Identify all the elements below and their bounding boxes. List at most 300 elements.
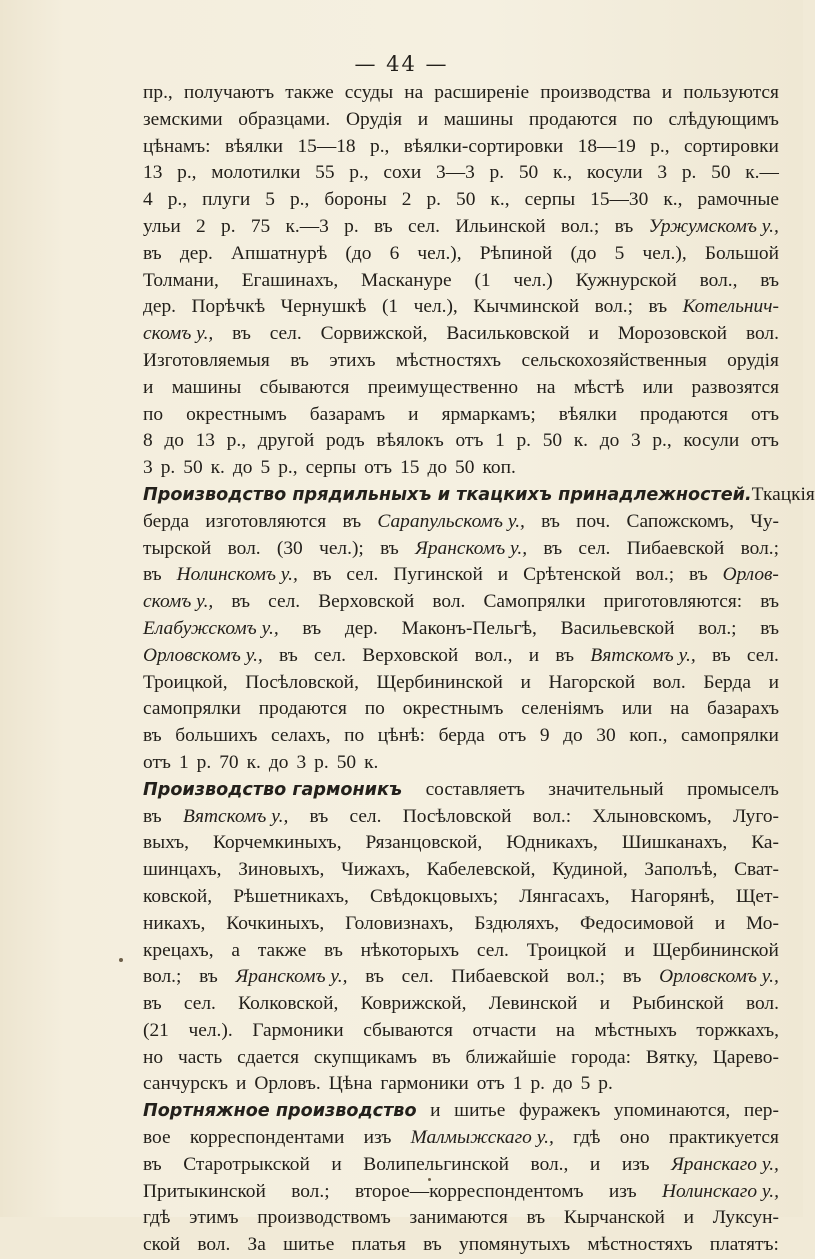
word: отъ — [476, 1073, 505, 1095]
word: р., — [177, 162, 197, 184]
word: вол.; — [594, 296, 633, 318]
word: Шишканахъ, — [621, 832, 728, 854]
word: мѣстныхъ — [594, 1019, 677, 1041]
text-line — [143, 1205, 779, 1232]
word: р., — [652, 430, 672, 452]
word: и — [520, 671, 531, 693]
word: въ — [365, 966, 384, 988]
word: поч. — [576, 510, 611, 532]
word: сортировки — [684, 135, 779, 157]
word: 3—3 — [436, 162, 475, 184]
word: 5 — [614, 242, 625, 264]
word: Ка- — [751, 832, 779, 854]
word: 50 — [183, 457, 203, 479]
word: вол. — [432, 591, 466, 613]
text-line — [143, 616, 779, 643]
word: Щербининской — [376, 671, 503, 693]
word: Егашинахъ, — [241, 269, 339, 291]
word: пользуются — [683, 82, 779, 103]
word: Чижахъ, — [341, 859, 410, 881]
word: самопрялки — [681, 725, 779, 747]
word: этихъ — [329, 349, 376, 371]
word: Орудія — [345, 108, 403, 130]
word: р. — [314, 751, 329, 773]
word: р. — [160, 457, 176, 479]
word: 2 — [401, 189, 412, 211]
text-line — [143, 348, 779, 375]
word: образцами. — [238, 108, 331, 130]
text-line — [143, 160, 779, 187]
text-line — [143, 321, 779, 348]
word: 15—18 — [297, 135, 356, 157]
word: крецахъ, — [143, 939, 214, 961]
word: до — [553, 1073, 573, 1095]
place-name: Нолинскаго у., — [661, 1180, 779, 1202]
word: вол.; — [740, 537, 779, 559]
word: въ — [324, 939, 343, 961]
word: и — [331, 1153, 342, 1175]
word: въ — [143, 993, 162, 1015]
word: составляетъ — [425, 778, 525, 800]
word: р. — [598, 1073, 613, 1095]
word: сел. — [314, 644, 346, 666]
word: по — [632, 108, 653, 130]
word: въ — [760, 269, 779, 291]
word: Свѣдокцовыхъ; — [369, 885, 499, 907]
word: Притыкинской — [143, 1180, 266, 1202]
word: 50 — [456, 189, 476, 211]
word: а — [231, 939, 240, 961]
word: Пибаевской — [626, 537, 725, 559]
word: города: — [571, 1046, 632, 1068]
word: Рѣшетникахъ, — [233, 885, 349, 907]
word: отъ — [750, 430, 779, 452]
word: р., — [226, 430, 247, 452]
text-line — [143, 830, 779, 857]
word: дер. — [143, 296, 177, 318]
word: Маскануре — [361, 269, 452, 291]
word: въ — [614, 215, 634, 237]
word: самопрялки — [143, 698, 241, 720]
text-line — [143, 214, 779, 241]
word: Кырчанской — [563, 1207, 665, 1229]
word: цѣнамъ: — [143, 135, 211, 157]
word: Сорвижской, — [320, 323, 428, 345]
text-line — [143, 884, 779, 911]
word: на — [536, 376, 556, 398]
word: въ — [279, 644, 298, 666]
word: Чу- — [750, 510, 779, 532]
text-line — [143, 80, 779, 107]
word: вол., — [699, 269, 738, 291]
word: продаются — [639, 403, 729, 425]
place-name: скомъ у., — [143, 591, 214, 613]
word: орудія — [727, 349, 779, 371]
word: 50 — [455, 457, 475, 479]
word: выхъ, — [143, 832, 190, 854]
word: р. — [426, 189, 441, 211]
word: мѣстностяхъ — [395, 349, 502, 371]
text-line — [143, 1125, 779, 1152]
word: гдѣ — [143, 1207, 171, 1229]
word: сдается — [237, 1046, 300, 1068]
word: к. — [246, 751, 261, 773]
word: р., — [650, 135, 670, 157]
word: Вятку, — [645, 1046, 698, 1068]
word: Федосимовой — [580, 912, 694, 934]
word: 3 — [143, 457, 153, 479]
word: вѣялки — [224, 135, 284, 157]
word: 1 — [495, 430, 505, 452]
word: въ — [760, 617, 779, 639]
word: вѣялокъ — [376, 430, 444, 452]
word: к., — [490, 189, 510, 211]
word: въ — [622, 966, 642, 988]
word: 3 — [296, 751, 307, 773]
word: на — [670, 698, 690, 720]
word: р., — [370, 135, 390, 157]
text-line — [143, 402, 779, 429]
word: Троицкой, — [143, 671, 228, 693]
word: Мо- — [746, 912, 779, 934]
word: преимущественно — [367, 376, 519, 398]
word: большихъ — [175, 725, 258, 747]
text-line — [143, 804, 779, 831]
place-name: Нолинскомъ у., — [176, 564, 298, 586]
word: Гармоники — [252, 1019, 344, 1041]
word: сел. — [268, 591, 301, 613]
word: 50 — [542, 430, 563, 452]
word: Верховской — [318, 591, 415, 613]
word: селахъ, — [270, 725, 331, 747]
text-line — [143, 294, 779, 321]
word: Кабелевской, — [426, 859, 536, 881]
word: гармоники — [380, 1073, 469, 1095]
word: вол. — [227, 537, 261, 559]
word: ковской, — [143, 885, 213, 907]
word: р. — [344, 215, 359, 237]
word: вол.; — [698, 617, 737, 639]
word: Морозовской — [617, 323, 728, 345]
word: Апшатнурѣ — [231, 242, 328, 264]
word: значительный — [548, 778, 664, 800]
word: но — [143, 1046, 164, 1068]
word: въ — [689, 564, 708, 586]
word: Юдникахъ, — [506, 832, 598, 854]
word: р. — [681, 162, 697, 184]
word: въ — [760, 591, 779, 613]
place-name: Елабужскомъ у., — [143, 617, 279, 639]
word: и — [661, 82, 673, 103]
word: базарахъ — [706, 698, 779, 720]
word: Корчемкиныхъ, — [213, 832, 342, 854]
word: Ткацкія — [751, 483, 815, 505]
word: и — [528, 644, 540, 666]
place-name: Малмыжскаго у., — [410, 1127, 554, 1149]
word: и — [599, 993, 610, 1015]
word: (21 — [143, 1019, 169, 1041]
word: 9 — [539, 725, 550, 747]
word: серпы — [524, 189, 576, 211]
page-number: — 44 — — [354, 52, 449, 76]
word: по — [364, 698, 385, 720]
text-line — [143, 107, 779, 134]
word: занимаются — [409, 1207, 508, 1229]
word: сел. — [746, 644, 779, 666]
word: въ — [541, 510, 560, 532]
word: Рыбинской — [632, 993, 724, 1015]
word: 5 — [265, 189, 275, 211]
word: цѣнѣ: — [377, 725, 425, 747]
word: и — [683, 1207, 695, 1229]
word: въ — [143, 564, 162, 586]
text-line — [143, 938, 779, 965]
word: нѣкоторыхъ — [360, 939, 460, 961]
word: 15 — [400, 457, 420, 479]
word: въ — [231, 591, 251, 613]
word: второе—корреспондентомъ — [354, 1180, 584, 1202]
section-heading: Портняжное производство — [143, 1101, 417, 1122]
word: вѣялки-сортировки — [403, 135, 564, 157]
word: въ — [431, 1046, 451, 1068]
word: сел. — [349, 805, 382, 827]
word: Нагорской — [548, 671, 636, 693]
word: въ — [143, 242, 162, 264]
word: корреспондентами — [189, 1127, 345, 1149]
word: вѣялки — [558, 403, 617, 425]
section-heading: Производство гармоникъ — [143, 779, 403, 800]
word: Колковской, — [238, 993, 339, 1015]
word: 70 — [219, 751, 239, 773]
word: въ — [555, 644, 575, 666]
word: вол., — [530, 1153, 569, 1175]
word: сбываются — [259, 376, 350, 398]
word: серпы — [305, 457, 357, 479]
word: въ — [543, 537, 563, 559]
word: сел. — [407, 215, 440, 237]
word: отъ — [455, 430, 484, 452]
word: пр., — [143, 82, 173, 103]
text-line — [143, 375, 779, 402]
place-name: скомъ у., — [143, 323, 214, 345]
text-line — [143, 509, 779, 536]
word: до — [599, 430, 620, 452]
ink-speck — [428, 1178, 431, 1181]
word: вол., — [474, 644, 513, 666]
word: Царево- — [712, 1046, 779, 1068]
text-line — [143, 562, 779, 589]
word: въ — [342, 510, 362, 532]
word: машины — [171, 376, 242, 398]
word: въ — [423, 1234, 442, 1256]
word: производства — [540, 82, 651, 103]
word: р. — [530, 1073, 545, 1095]
text-line — [143, 589, 779, 616]
word: или — [642, 376, 674, 398]
word: (до — [345, 242, 372, 264]
word: 1 — [512, 1073, 523, 1095]
word: сел. — [578, 537, 611, 559]
word: слѣдующимъ — [668, 108, 779, 130]
text-line — [143, 696, 779, 723]
text-line — [143, 723, 779, 750]
word: въ — [143, 725, 162, 747]
word: и — [143, 376, 154, 398]
word: Заполъѣ, — [644, 859, 718, 881]
word: коп. — [482, 457, 516, 479]
word: по — [143, 403, 164, 425]
place-name: Орловскомъ у., — [659, 966, 779, 988]
word: въ — [380, 537, 399, 559]
word: Васильевской — [560, 617, 675, 639]
word: Старотрыкской — [183, 1153, 310, 1175]
word: расширеніе — [434, 82, 530, 103]
word: Изготовляемыя — [143, 349, 270, 371]
word: р., — [289, 189, 310, 211]
word: вол.: — [532, 805, 572, 827]
word: (1 — [474, 269, 491, 291]
word: 50 — [336, 751, 357, 773]
text-line — [143, 268, 779, 295]
word: Лянгасахъ, — [519, 885, 610, 907]
word: р., — [167, 189, 188, 211]
word: 3 — [630, 430, 641, 452]
word: Ильинской — [455, 215, 546, 237]
word: Левинской — [488, 993, 578, 1015]
word: 5 — [580, 1073, 591, 1095]
word: до — [164, 430, 184, 452]
word: Волипельгинской — [363, 1153, 510, 1175]
word: изъ — [608, 1180, 637, 1202]
word: земскими — [143, 108, 223, 130]
word: (30 — [276, 537, 303, 559]
word: плуги — [202, 189, 251, 211]
word: чел.), — [413, 296, 458, 318]
text-line — [143, 643, 779, 670]
text-line — [143, 964, 779, 991]
word: 18—19 — [577, 135, 636, 157]
word: р. — [221, 215, 236, 237]
word: Луксун- — [712, 1207, 779, 1229]
text-line — [143, 670, 779, 697]
word: чел.). — [188, 1019, 233, 1041]
word: продаются — [258, 698, 347, 720]
place-name: Вятскомъ у., — [590, 644, 696, 666]
word: дер. — [179, 242, 213, 264]
word: Толмани, — [143, 269, 219, 291]
word: Цѣна — [328, 1073, 373, 1095]
word: бороны — [324, 189, 387, 211]
word: отчасти — [472, 1019, 537, 1041]
text-line — [143, 1045, 779, 1072]
word: практикуется — [668, 1127, 779, 1149]
place-name: Яранскомъ у., — [235, 966, 348, 988]
word: отъ — [143, 751, 171, 773]
word: отъ — [751, 403, 779, 425]
text-line — [143, 536, 779, 563]
text-line — [143, 1232, 779, 1259]
word: до — [563, 725, 583, 747]
word: 50 — [518, 162, 539, 184]
word: Луго- — [732, 805, 779, 827]
section-heading: Производство прядильныхъ и ткацкихъ принадлежностей. — [143, 484, 752, 505]
word: Берда — [703, 671, 751, 693]
text-line — [143, 428, 779, 455]
word: окрестнымъ — [402, 698, 504, 720]
word: упомянутыхъ — [459, 1234, 571, 1256]
word: сел. — [401, 966, 434, 988]
word: сел. — [183, 993, 216, 1015]
word: Порѣчкѣ — [191, 296, 266, 318]
word: селеніямъ — [521, 698, 604, 720]
text-line — [143, 241, 779, 268]
word: фуражекъ — [518, 1100, 601, 1122]
word: чел.) — [513, 269, 553, 291]
text-line — [143, 1179, 779, 1206]
word: чел.); — [319, 537, 364, 559]
text-line — [143, 187, 779, 214]
word: Кочкиныхъ, — [226, 912, 325, 934]
word: продаются — [528, 108, 618, 130]
word: Щет- — [735, 885, 779, 907]
word: приготовляются: — [603, 591, 743, 613]
word: по — [344, 725, 365, 747]
word: шитье — [283, 1234, 335, 1256]
word: Рѣпиной — [479, 242, 553, 264]
word: Сват- — [734, 859, 779, 881]
word: коп., — [629, 725, 668, 747]
word: Верховской — [362, 644, 459, 666]
word: Посѣловской, — [245, 671, 359, 693]
word: р. — [489, 162, 505, 184]
word: до — [232, 457, 253, 479]
word: мѣстѣ — [573, 376, 625, 398]
word: к.—3 — [285, 215, 329, 237]
word: сел. — [346, 564, 379, 586]
word: промыселъ — [687, 778, 779, 800]
word: платятъ: — [709, 1234, 779, 1256]
text-line — [143, 991, 779, 1018]
text-line — [143, 455, 779, 482]
word: р., — [349, 162, 369, 184]
word: въ — [526, 1207, 546, 1229]
word: молотилки — [211, 162, 301, 184]
word: вол. — [652, 671, 686, 693]
word: и — [589, 1153, 601, 1175]
word: к., — [552, 162, 573, 184]
text-line — [143, 777, 779, 804]
word: ульи — [143, 215, 181, 237]
word: изготовляются — [205, 510, 327, 532]
word: берда — [143, 510, 190, 532]
word: въ — [143, 805, 162, 827]
word: въ — [373, 215, 393, 237]
word: Нагорянѣ, — [630, 885, 715, 907]
word: 13 — [195, 430, 215, 452]
ink-speck — [119, 958, 123, 962]
word: ссуды — [344, 82, 394, 103]
word: 50 — [711, 162, 731, 184]
word: Кудиной, — [552, 859, 628, 881]
word: въ — [143, 1153, 162, 1175]
word: изъ — [621, 1153, 650, 1175]
word: чел.), — [417, 242, 462, 264]
word: 1 — [178, 751, 189, 773]
word: и — [624, 939, 635, 961]
word: 75 — [250, 215, 271, 237]
place-name: Яранскомъ у., — [415, 537, 528, 559]
word: изъ — [363, 1127, 392, 1149]
